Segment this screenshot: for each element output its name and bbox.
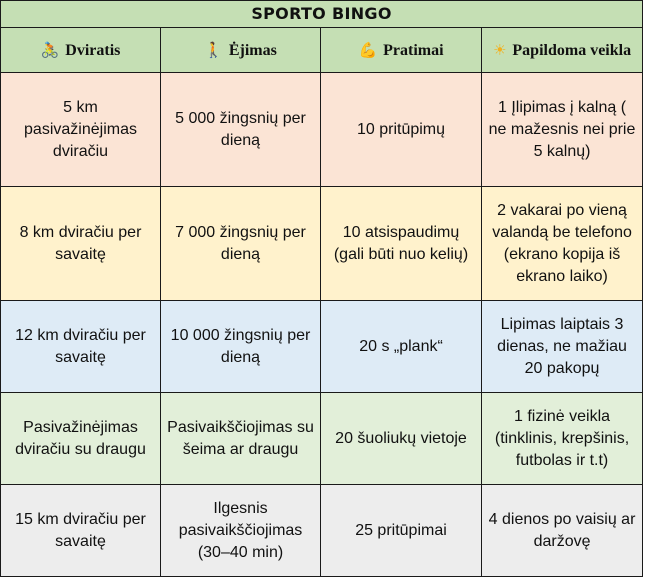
table-row [1, 393, 643, 485]
table-row [1, 485, 643, 577]
column-header-extra [482, 28, 643, 73]
column-label: Papildoma veikla [512, 41, 632, 59]
column-header-exercise [321, 28, 482, 73]
table-title: SPORTO BINGO [1, 1, 643, 28]
bingo-cell: 1 Įlipimas į kalną ( ne mažesnis nei prie 5 kalnų) [482, 73, 643, 187]
bingo-cell: 1 fizinė veikla (tinklinis, krepšinis, futbolas ir t.t) [482, 393, 643, 485]
bingo-cell: 10 atsispaudimų (gali būti nuo kelių) [321, 187, 482, 301]
bingo-cell: 2 vakarai po vieną valandą be telefono (ekrano kopija iš ekrano laiko) [482, 187, 643, 301]
column-header-bike [1, 28, 161, 73]
table-row [1, 187, 643, 301]
table-row [1, 301, 643, 393]
bingo-cell: 20 s „plank“ [321, 301, 482, 393]
table-row [1, 73, 643, 187]
title-row [1, 1, 643, 28]
sun-icon: ☀ [492, 40, 507, 59]
bingo-cell: Lipimas laiptais 3 dienas, ne mažiau 20 pakopų [482, 301, 643, 393]
bingo-cell: 10 pritūpimų [321, 73, 482, 187]
bingo-cell: 5 km pasivažinėjimas dviračiu [1, 73, 161, 187]
column-header-walk [161, 28, 321, 73]
column-label: Ėjimas [228, 41, 277, 59]
bingo-cell: 5 000 žingsnių per dieną [161, 73, 321, 187]
bingo-cell: 15 km dviračiu per savaitę [1, 485, 161, 577]
header-row [1, 28, 643, 73]
walking-icon: 🚶 [204, 40, 223, 59]
bingo-cell: Pasivaikščiojimas su šeima ar draugu [161, 393, 321, 485]
bingo-cell: 8 km dviračiu per savaitę [1, 187, 161, 301]
bingo-cell: 25 pritūpimai [321, 485, 482, 577]
bingo-cell: Ilgesnis pasivaikščiojimas (30–40 min) [161, 485, 321, 577]
bingo-cell: 20 šuoliukų vietoje [321, 393, 482, 485]
column-label: Pratimai [383, 41, 444, 59]
bingo-cell: 7 000 žingsnių per dieną [161, 187, 321, 301]
bingo-cell: 12 km dviračiu per savaitę [1, 301, 161, 393]
bingo-cell: 4 dienos po vaisių ar daržovę [482, 485, 643, 577]
bingo-cell: 10 000 žingsnių per dieną [161, 301, 321, 393]
bicycle-icon: 🚴 [40, 40, 60, 59]
column-label: Dviratis [65, 41, 121, 59]
flexed-bicep-icon: 💪 [358, 40, 378, 59]
bingo-cell: Pasivažinėjimas dviračiu su draugu [1, 393, 161, 485]
